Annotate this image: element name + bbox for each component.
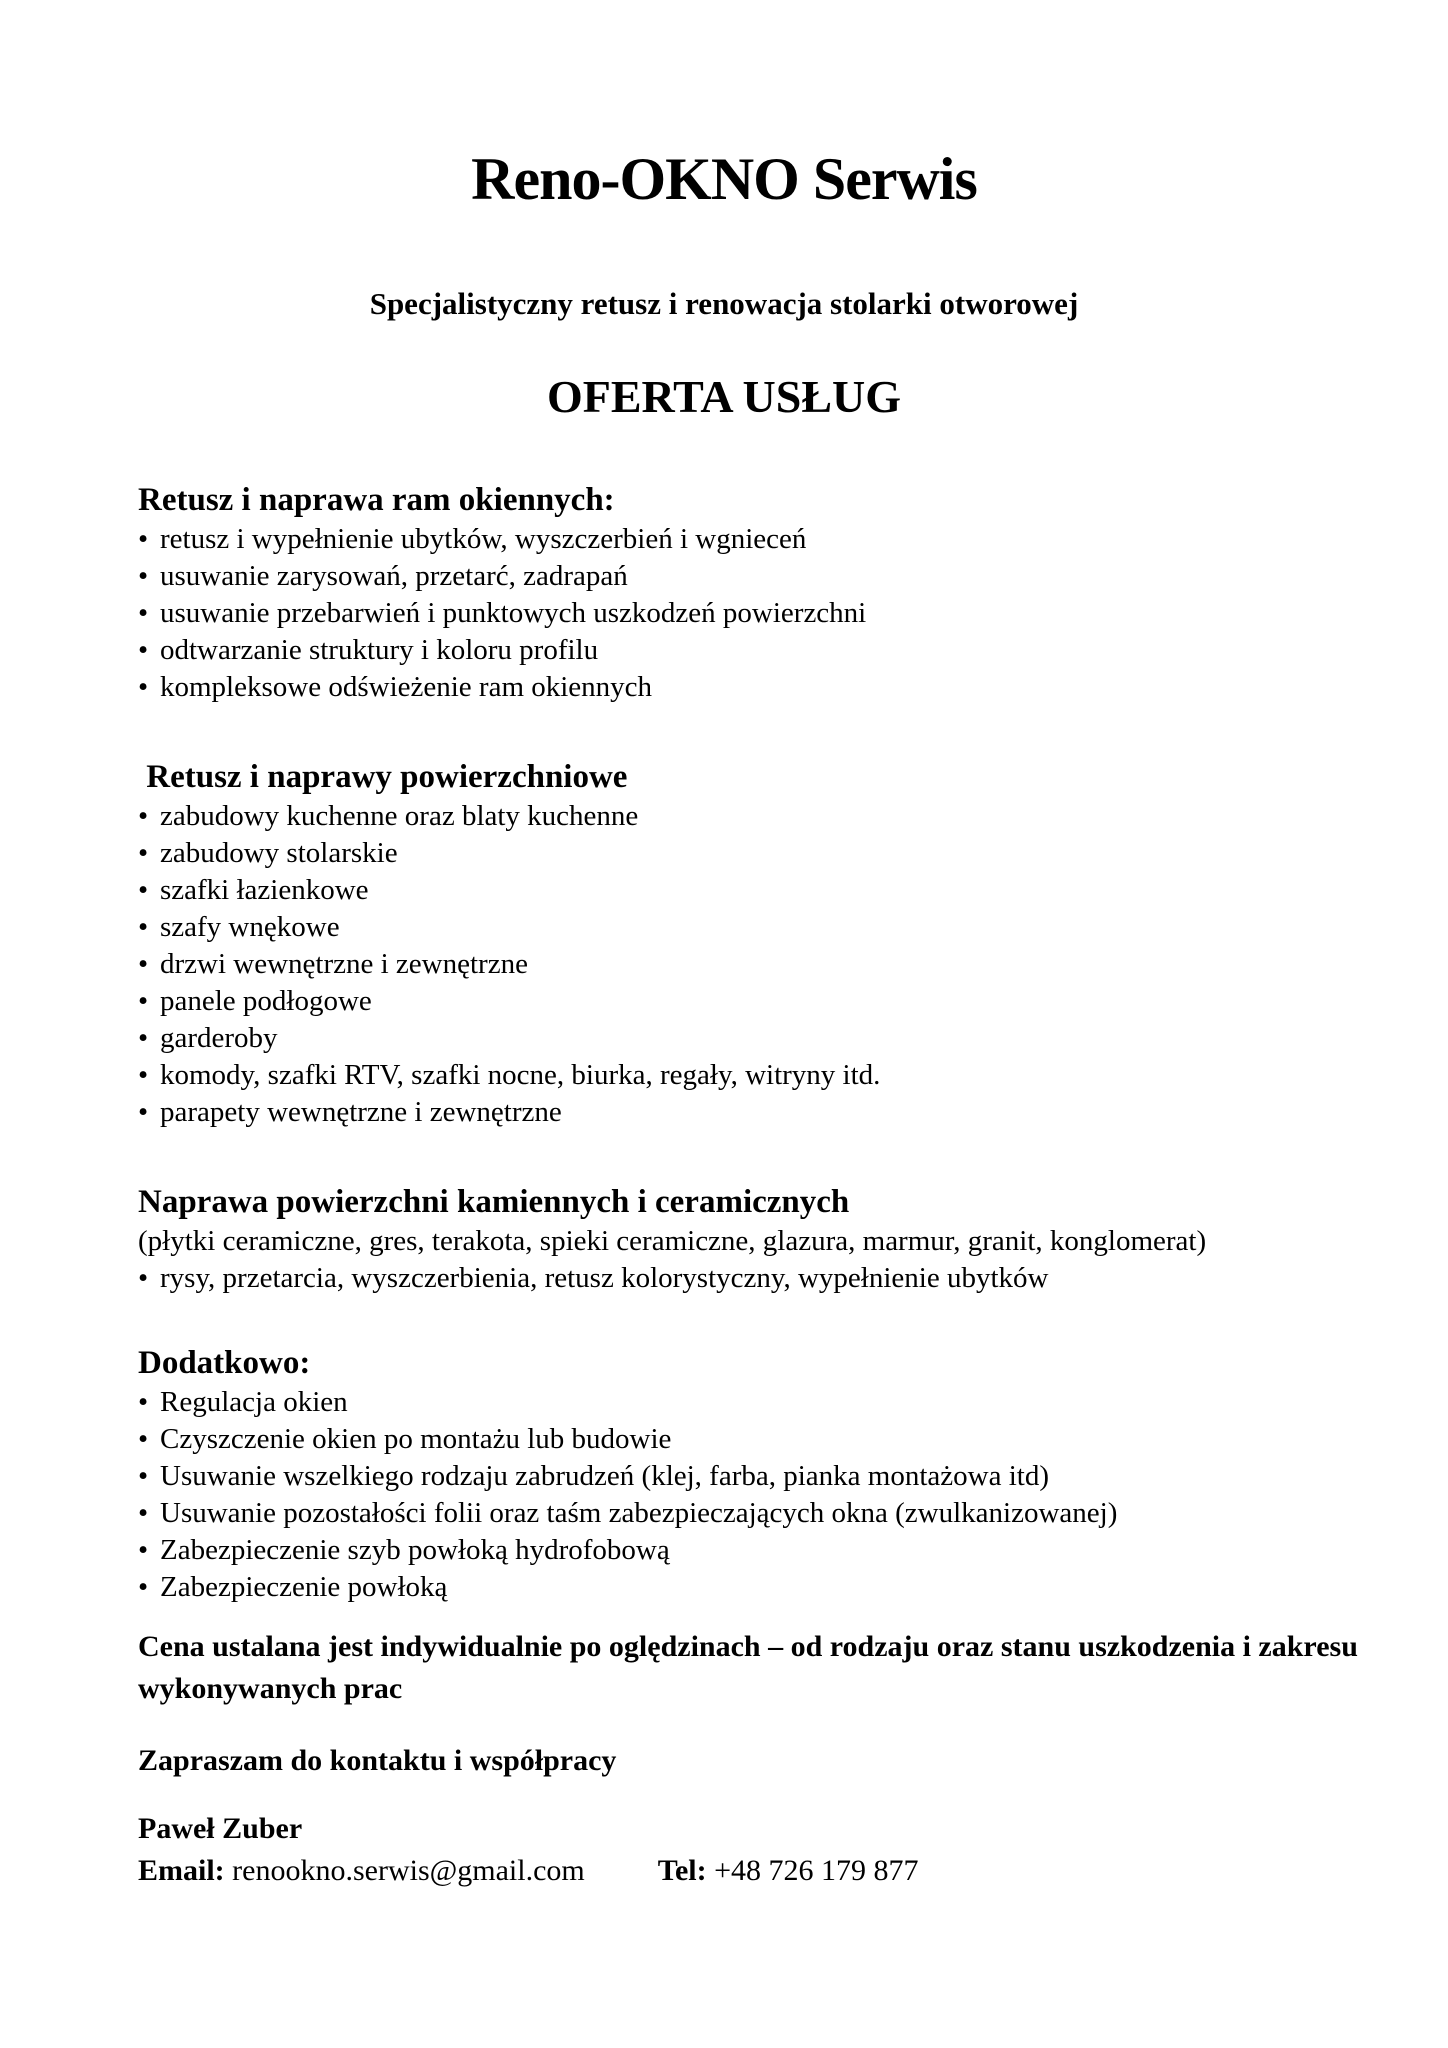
list-item <box>138 798 1310 835</box>
list-item-text: panele podłogowe <box>160 985 372 1017</box>
contact-line <box>138 1850 1310 1892</box>
list-item-text: drzwi wewnętrzne i zewnętrzne <box>160 948 528 980</box>
bullet-list <box>138 521 1310 706</box>
list-item <box>138 872 1310 909</box>
list-item <box>138 595 1310 632</box>
bullet-marker: • <box>138 1423 149 1455</box>
list-item <box>138 558 1310 595</box>
bullet-marker: • <box>138 911 149 943</box>
list-item-text: Czyszczenie okien po montażu lub budowie <box>160 1423 672 1455</box>
section-intro: (płytki ceramiczne, gres, terakota, spieki ceramiczne, glazura, marmur, granit, konglomerat) <box>138 1225 1207 1257</box>
list-item <box>138 1057 1310 1094</box>
section-heading: Retusz i naprawa ram okiennych: <box>138 482 615 518</box>
list-item <box>138 632 1310 669</box>
bullet-marker: • <box>138 1571 149 1603</box>
invitation-text: Zapraszam do kontaktu i współpracy <box>138 1744 617 1777</box>
list-item-text: zabudowy stolarskie <box>160 837 398 869</box>
list-item-text: Regulacja okien <box>160 1386 348 1418</box>
list-item-text: Zabezpieczenie szyb powłoką hydrofobową <box>160 1534 670 1566</box>
list-item-text: usuwanie przebarwień i punktowych uszkodzeń powierzchni <box>160 597 867 629</box>
page-title: Reno-OKNO Serwis <box>471 146 977 212</box>
bullet-marker: • <box>138 948 149 980</box>
section-heading: Retusz i naprawy powierzchniowe <box>138 759 628 795</box>
bullet-list <box>138 1260 1310 1297</box>
bullet-list <box>138 1384 1310 1606</box>
section-window-frame-repair <box>138 479 1310 706</box>
list-item-text: odtwarzanie struktury i koloru profilu <box>160 634 599 666</box>
list-item <box>138 946 1310 983</box>
list-item <box>138 1495 1310 1532</box>
bullet-marker: • <box>138 560 149 592</box>
list-item-text: komody, szafki RTV, szafki nocne, biurka, regały, witryny itd. <box>160 1059 881 1091</box>
list-item <box>138 669 1310 706</box>
list-item <box>138 909 1310 946</box>
tel-value: +48 726 179 877 <box>714 1854 919 1887</box>
list-item <box>138 1094 1310 1131</box>
bullet-marker: • <box>138 671 149 703</box>
pricing-note: Cena ustalana jest indywidualnie po oględzinach – od rodzaju oraz stanu uszkodzenia i zakresu wykonywanych prac <box>138 1630 1358 1705</box>
bullet-marker: • <box>138 1022 149 1054</box>
list-item-text: Usuwanie wszelkiego rodzaju zabrudzeń (klej, farba, pianka montażowa itd) <box>160 1460 1049 1492</box>
bullet-marker: • <box>138 800 149 832</box>
list-item-text: parapety wewnętrzne i zewnętrzne <box>160 1096 562 1128</box>
list-item <box>138 1532 1310 1569</box>
bullet-list <box>138 798 1310 1131</box>
list-item <box>138 1569 1310 1606</box>
bullet-marker: • <box>138 1262 149 1294</box>
page-subtitle: Specjalistyczny retusz i renowacja stolarki otworowej <box>369 286 1079 321</box>
bullet-marker: • <box>138 1534 149 1566</box>
list-item <box>138 1384 1310 1421</box>
bullet-marker: • <box>138 1386 149 1418</box>
section-additional-services <box>138 1342 1310 1606</box>
bullet-marker: • <box>138 634 149 666</box>
offer-heading: OFERTA USŁUG <box>546 371 902 422</box>
section-stone-ceramic-repair <box>138 1181 1310 1297</box>
list-item-text: rysy, przetarcia, wyszczerbienia, retusz kolorystyczny, wypełnienie ubytków <box>160 1262 1049 1294</box>
section-heading: Naprawa powierzchni kamiennych i ceramicznych <box>138 1184 850 1220</box>
list-item-text: usuwanie zarysowań, przetarć, zadrapań <box>160 560 628 592</box>
list-item <box>138 1421 1310 1458</box>
list-item <box>138 1260 1310 1297</box>
list-item-text: szafy wnękowe <box>160 911 340 943</box>
bullet-marker: • <box>138 597 149 629</box>
bullet-marker: • <box>138 1497 149 1529</box>
list-item <box>138 835 1310 872</box>
list-item <box>138 521 1310 558</box>
bullet-marker: • <box>138 985 149 1017</box>
bullet-marker: • <box>138 837 149 869</box>
section-surface-repair <box>138 756 1310 1131</box>
email-label: Email: <box>138 1854 225 1887</box>
list-item <box>138 983 1310 1020</box>
list-item-text: Zabezpieczenie powłoką <box>160 1571 448 1603</box>
phone-group <box>658 1854 919 1887</box>
list-item <box>138 1020 1310 1057</box>
list-item-text: kompleksowe odświeżenie ram okiennych <box>160 671 653 703</box>
contact-name: Paweł Zuber <box>138 1812 303 1845</box>
list-item-text: garderoby <box>160 1022 278 1054</box>
list-item-text: zabudowy kuchenne oraz blaty kuchenne <box>160 800 639 832</box>
bullet-marker: • <box>138 1096 149 1128</box>
list-item-text: Usuwanie pozostałości folii oraz taśm zabezpieczających okna (zwulkanizowanej) <box>160 1497 1118 1529</box>
email-value: renookno.serwis@gmail.com <box>232 1854 585 1887</box>
section-heading: Dodatkowo: <box>138 1345 311 1381</box>
bullet-marker: • <box>138 1059 149 1091</box>
list-item <box>138 1458 1310 1495</box>
bullet-marker: • <box>138 523 149 555</box>
bullet-marker: • <box>138 1460 149 1492</box>
list-item-text: szafki łazienkowe <box>160 874 369 906</box>
tel-label: Tel: <box>657 1854 707 1887</box>
list-item-text: retusz i wypełnienie ubytków, wyszczerbień i wgnieceń <box>160 523 807 555</box>
bullet-marker: • <box>138 874 149 906</box>
